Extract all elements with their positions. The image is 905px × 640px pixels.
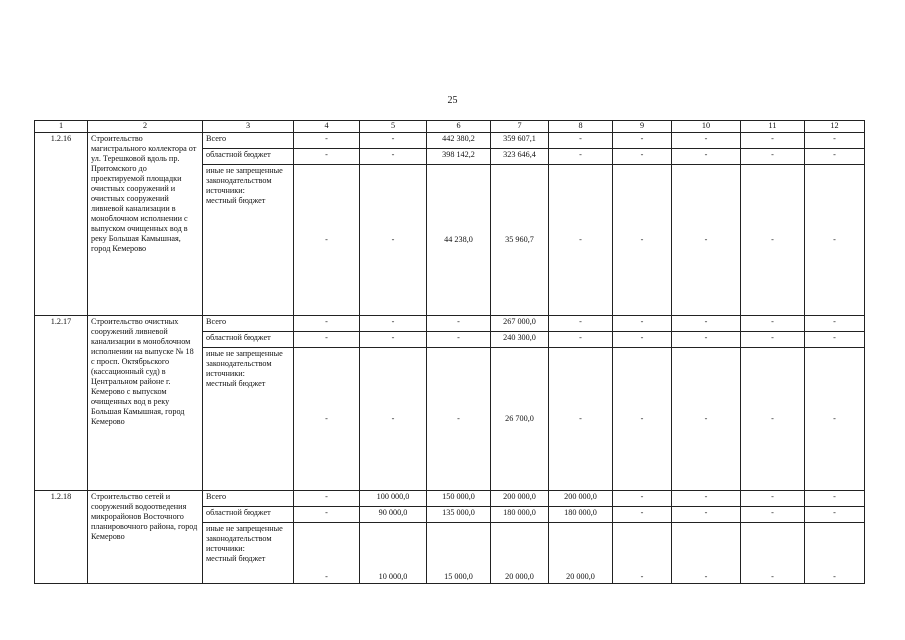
header-cell: 1: [35, 121, 88, 133]
value-cell: -: [613, 491, 672, 507]
value-cell: -: [613, 507, 672, 523]
value-cell: -: [427, 332, 491, 348]
value-cell: -: [360, 133, 427, 149]
value-cell: -: [805, 149, 865, 165]
value-cell: 20 000,0: [491, 523, 549, 584]
value-cell: -: [741, 491, 805, 507]
header-cell: 5: [360, 121, 427, 133]
value-cell: 323 646,4: [491, 149, 549, 165]
item-code: 1.2.16: [35, 133, 88, 316]
value-cell: -: [613, 133, 672, 149]
table-row: [35, 491, 865, 507]
value-cell: -: [294, 149, 360, 165]
funding-source-cell: [203, 507, 294, 523]
value-cell: 100 000,0: [360, 491, 427, 507]
funding-source-label: областной бюджет: [206, 333, 271, 342]
header-row: [35, 121, 865, 133]
header-cell: 7: [491, 121, 549, 133]
value-cell: -: [741, 165, 805, 316]
value-cell: 442 380,2: [427, 133, 491, 149]
value-cell: -: [672, 348, 741, 491]
value-cell: -: [360, 149, 427, 165]
funding-source-cell: [203, 332, 294, 348]
value-cell: -: [549, 348, 613, 491]
value-cell: -: [805, 523, 865, 584]
value-cell: 150 000,0: [427, 491, 491, 507]
value-cell: -: [672, 165, 741, 316]
table-row: [35, 316, 865, 332]
header-cell: 4: [294, 121, 360, 133]
value-cell: 240 300,0: [491, 332, 549, 348]
funding-source-note: иные не запрещенные законодательством источники:: [206, 524, 283, 553]
value-cell: -: [805, 348, 865, 491]
value-cell: -: [741, 348, 805, 491]
value-cell: -: [360, 332, 427, 348]
value-cell: -: [741, 332, 805, 348]
item-name: Строительство сетей и сооружений водоотведения микрорайонов Восточного планировочного района, город Кемерово: [88, 491, 203, 584]
value-cell: -: [294, 491, 360, 507]
value-cell: -: [805, 332, 865, 348]
funding-source-cell: [203, 133, 294, 149]
value-cell: -: [805, 165, 865, 316]
funding-source-note: иные не запрещенные законодательством источники:: [206, 349, 283, 378]
value-cell: -: [672, 507, 741, 523]
value-cell: -: [741, 507, 805, 523]
value-cell: -: [741, 149, 805, 165]
funding-source-label: областной бюджет: [206, 150, 271, 159]
funding-source-cell: [203, 348, 294, 491]
funding-source-cell: [203, 316, 294, 332]
value-cell: 26 700,0: [491, 348, 549, 491]
value-cell: -: [672, 332, 741, 348]
value-cell: -: [360, 165, 427, 316]
value-cell: -: [294, 507, 360, 523]
value-cell: -: [672, 491, 741, 507]
value-cell: -: [741, 316, 805, 332]
value-cell: -: [294, 316, 360, 332]
item-code: 1.2.17: [35, 316, 88, 491]
value-cell: 180 000,0: [549, 507, 613, 523]
value-cell: -: [549, 165, 613, 316]
value-cell: -: [294, 332, 360, 348]
header-cell: 3: [203, 121, 294, 133]
funding-source-label: областной бюджет: [206, 508, 271, 517]
value-cell: -: [805, 133, 865, 149]
funding-source-cell: [203, 165, 294, 316]
funding-source-note: иные не запрещенные законодательством источники:: [206, 166, 283, 195]
funding-source-label: местный бюджет: [206, 554, 266, 563]
value-cell: -: [294, 523, 360, 584]
value-cell: 200 000,0: [549, 491, 613, 507]
header-cell: 10: [672, 121, 741, 133]
value-cell: 267 000,0: [491, 316, 549, 332]
value-cell: -: [805, 316, 865, 332]
value-cell: -: [549, 332, 613, 348]
header-cell: 2: [88, 121, 203, 133]
value-cell: -: [672, 149, 741, 165]
value-cell: -: [613, 523, 672, 584]
funding-source-label: местный бюджет: [206, 196, 266, 205]
value-cell: -: [427, 348, 491, 491]
item-code: 1.2.18: [35, 491, 88, 584]
value-cell: -: [672, 523, 741, 584]
value-cell: -: [294, 165, 360, 316]
value-cell: -: [672, 316, 741, 332]
value-cell: -: [360, 348, 427, 491]
funding-source-cell: [203, 523, 294, 584]
header-cell: 9: [613, 121, 672, 133]
funding-source-label: Всего: [206, 492, 227, 501]
value-cell: -: [360, 316, 427, 332]
value-cell: -: [613, 149, 672, 165]
value-cell: -: [613, 348, 672, 491]
value-cell: 15 000,0: [427, 523, 491, 584]
table-row: [35, 133, 865, 149]
value-cell: -: [672, 133, 741, 149]
funding-source-cell: [203, 491, 294, 507]
value-cell: -: [549, 133, 613, 149]
header-cell: 11: [741, 121, 805, 133]
item-name: Строительство очистных сооружений ливневой канализации в моноблочном исполнении на выпуске № 18 с просп. Октябрьского (кассационный суд) в Центральном районе г. Кемерово с выпуском очищенных вод в реку Большая Камышная, город Кемерово: [88, 316, 203, 491]
value-cell: -: [549, 316, 613, 332]
page-number: 25: [447, 95, 458, 106]
value-cell: 10 000,0: [360, 523, 427, 584]
value-cell: -: [427, 316, 491, 332]
value-cell: 35 960,7: [491, 165, 549, 316]
value-cell: 180 000,0: [491, 507, 549, 523]
value-cell: -: [549, 149, 613, 165]
value-cell: -: [741, 523, 805, 584]
value-cell: -: [805, 491, 865, 507]
value-cell: 359 607,1: [491, 133, 549, 149]
header-cell: 6: [427, 121, 491, 133]
value-cell: -: [294, 348, 360, 491]
item-name: Строительство магистрального коллектора от ул. Терешковой вдоль пр. Притомского до проектируемой площадки очистных сооружений и очистных сооружений ливневой канализации в моноблочном исполнении с выпуском очищенных вод в реку Большая Камышная, город Кемерово: [88, 133, 203, 316]
header-cell: 8: [549, 121, 613, 133]
program-table: [34, 120, 865, 584]
value-cell: 135 000,0: [427, 507, 491, 523]
funding-source-label: Всего: [206, 134, 227, 143]
funding-source-label: местный бюджет: [206, 379, 266, 388]
value-cell: -: [294, 133, 360, 149]
value-cell: 20 000,0: [549, 523, 613, 584]
value-cell: 90 000,0: [360, 507, 427, 523]
value-cell: 200 000,0: [491, 491, 549, 507]
value-cell: -: [613, 165, 672, 316]
value-cell: -: [613, 332, 672, 348]
value-cell: -: [613, 316, 672, 332]
header-cell: 12: [805, 121, 865, 133]
value-cell: 44 238,0: [427, 165, 491, 316]
value-cell: 398 142,2: [427, 149, 491, 165]
funding-source-cell: [203, 149, 294, 165]
value-cell: -: [741, 133, 805, 149]
funding-source-label: Всего: [206, 317, 227, 326]
value-cell: -: [805, 507, 865, 523]
